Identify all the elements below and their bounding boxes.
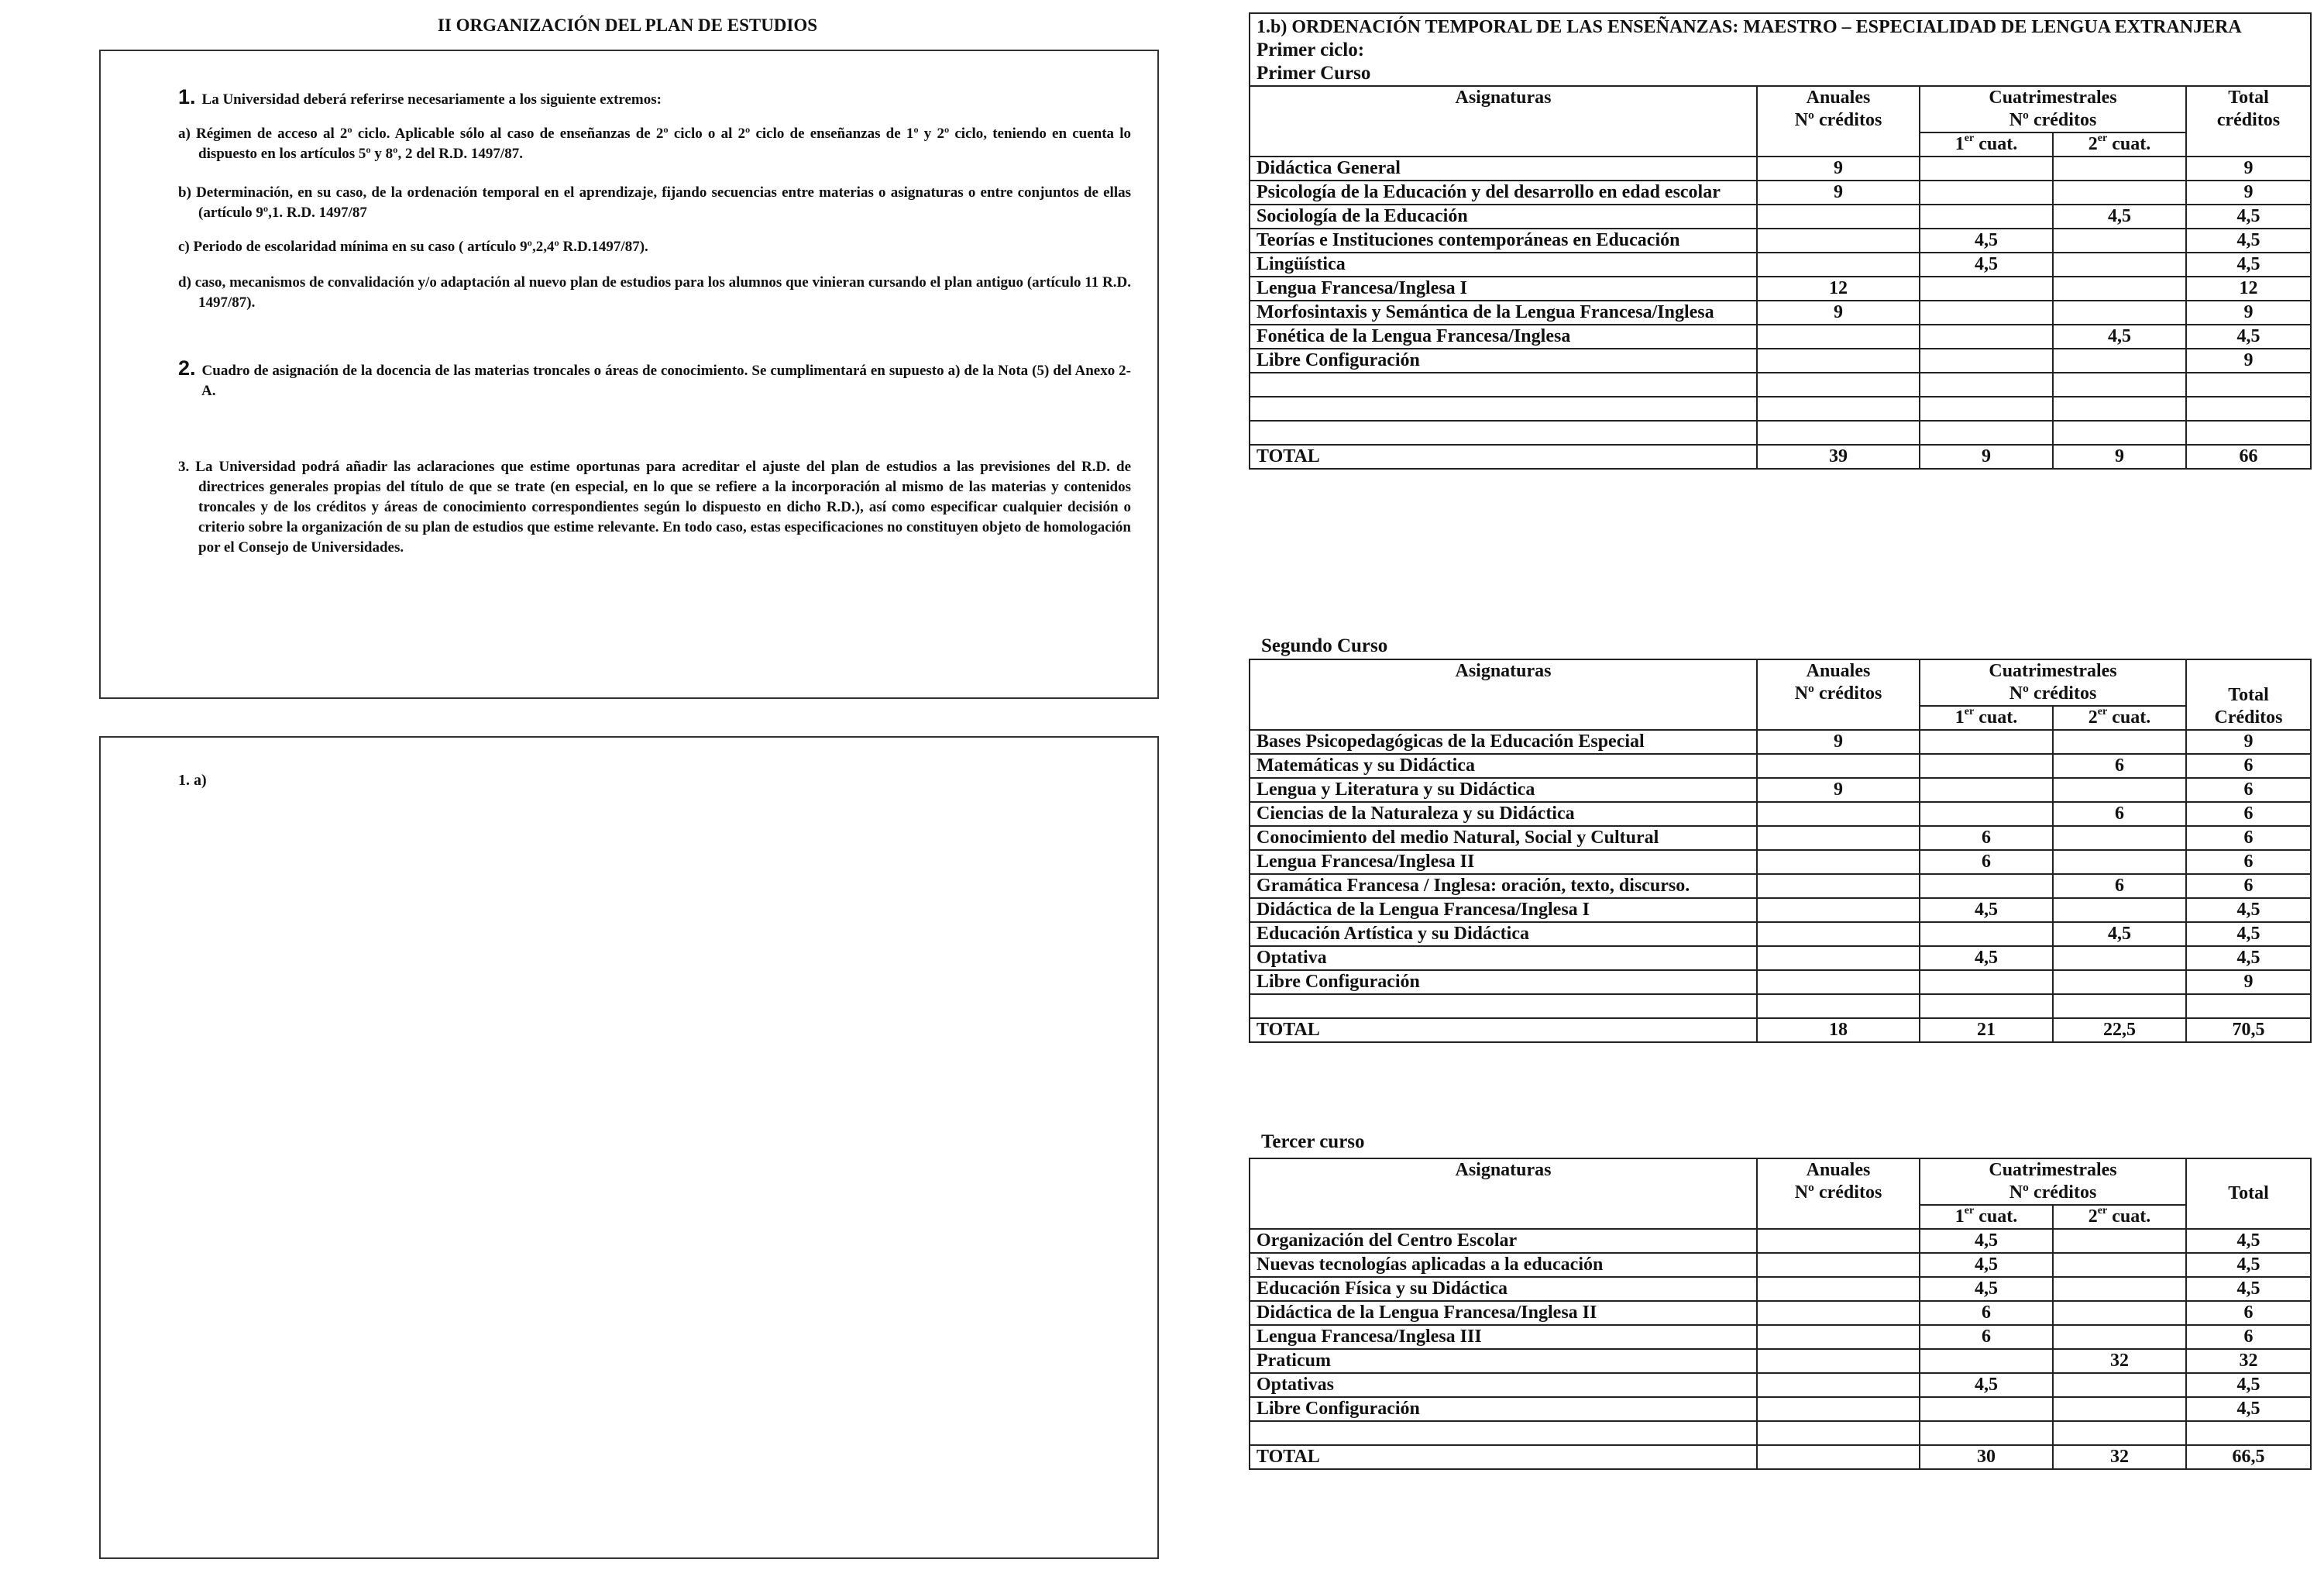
total-c1: 21 (1920, 1018, 2053, 1042)
blank-cell (2053, 1421, 2186, 1445)
subject-name: Sociología de la Educación (1250, 205, 1757, 229)
subject-name: Lengua Francesa/Inglesa I (1250, 277, 1757, 301)
subject-name: Bases Psicopedagógicas de la Educación Especial (1250, 730, 1757, 754)
cell-c2 (2053, 898, 2186, 922)
col-ncreditos: Nº créditos (1794, 110, 1882, 130)
col-total: Total (2228, 1183, 2269, 1203)
cell-c2: 4,5 (2053, 205, 2186, 229)
cell-c1 (1920, 1349, 2053, 1373)
cell-total: 12 (2186, 277, 2311, 301)
section-2 (178, 358, 1131, 401)
cell-anual (1757, 802, 1920, 826)
cell-total: 9 (2186, 301, 2311, 325)
col-total-sub: Créditos (2214, 707, 2283, 728)
cycle-label: Primer ciclo: (1257, 40, 1365, 60)
cell-c2 (2053, 1253, 2186, 1277)
section-1-number: 1. (178, 85, 196, 108)
cell-c2 (2053, 1277, 2186, 1301)
cell-total: 6 (2186, 778, 2311, 802)
col-asignaturas: Asignaturas (1455, 661, 1552, 681)
cell-c2: 6 (2053, 802, 2186, 826)
cell-total: 6 (2186, 874, 2311, 898)
total-c2: 32 (2053, 1445, 2186, 1469)
col-ncreditos-2: Nº créditos (2009, 110, 2097, 130)
table-row (1250, 1277, 2311, 1301)
cell-anual (1757, 1301, 1920, 1325)
table-col-header (1250, 659, 2311, 706)
table-col-header (1250, 86, 2311, 132)
cell-c1 (1920, 1397, 2053, 1421)
cell-c1 (1920, 754, 2053, 778)
cell-c1: 6 (1920, 826, 2053, 850)
cell-total: 9 (2186, 730, 2311, 754)
cell-c2 (2053, 181, 2186, 205)
col-ncreditos: Nº créditos (1794, 683, 1882, 704)
subject-name: Educación Artística y su Didáctica (1250, 922, 1757, 946)
cell-anual (1757, 325, 1920, 349)
cell-c2: 4,5 (2053, 922, 2186, 946)
subject-name: Libre Configuración (1250, 1397, 1757, 1421)
blank-row (1250, 1421, 2311, 1445)
table-row (1250, 826, 2311, 850)
col-anuales: Anuales (1806, 1160, 1871, 1180)
table-row (1250, 1253, 2311, 1277)
total-label: TOTAL (1250, 445, 1757, 469)
table-row (1250, 850, 2311, 874)
blank-cell (1250, 994, 1757, 1018)
section-2-text: Cuadro de asignación de la docencia de las materias troncales o áreas de conocimiento. Se cumplimentará en supuesto a) de la Nota (5) del Anexo 2-A. (201, 363, 1131, 399)
caption-tercer-curso: Tercer curso (1261, 1131, 1365, 1152)
subject-name: Organización del Centro Escolar (1250, 1229, 1757, 1253)
blank-cell (1250, 373, 1757, 397)
cell-anual (1757, 1229, 1920, 1253)
table-segundo-curso (1249, 659, 2312, 1043)
cell-total: 9 (2186, 970, 2311, 994)
section-3: 3. La Universidad podrá añadir las aclaraciones que estime oportunas para acreditar el ajuste del plan de estudios a las previsiones del R.D. de directrices generales propias del título de que se trate (en especial, en lo que se refiere a la incorporación al mismo de las materias y contenidos troncales y de los créditos y áreas de conocimiento correspondientes según lo dispuesto en dicho R.D.), así como especificar cualquier decisión o criterio sobre la organización de su plan de estudios que estime relevante. En todo caso, estas especificaciones no constituyen objeto de homologación por el Consejo de Universidades. (178, 459, 1131, 556)
caption-segundo-curso: Segundo Curso (1261, 635, 1388, 656)
total-label: TOTAL (1250, 1445, 1757, 1469)
section-2-number: 2. (178, 356, 196, 380)
cell-total: 4,5 (2186, 1397, 2311, 1421)
cell-total: 6 (2186, 1301, 2311, 1325)
cell-total: 4,5 (2186, 229, 2311, 253)
cell-c2 (2053, 1301, 2186, 1325)
cell-c2 (2053, 1325, 2186, 1349)
subject-name: Lengua y Literatura y su Didáctica (1250, 778, 1757, 802)
cell-c2 (2053, 349, 2186, 373)
cell-c1: 4,5 (1920, 1373, 2053, 1397)
subject-name: Gramática Francesa / Inglesa: oración, texto, discurso. (1250, 874, 1757, 898)
table-row (1250, 181, 2311, 205)
blank-cell (1920, 421, 2053, 445)
subject-name: Conocimiento del medio Natural, Social y Cultural (1250, 826, 1757, 850)
page-title: II ORGANIZACIÓN DEL PLAN DE ESTUDIOS (437, 15, 818, 35)
col-ncreditos-2: Nº créditos (2009, 683, 2097, 704)
col-ncreditos-2: Nº créditos (2009, 1182, 2097, 1203)
cell-c2 (2053, 1397, 2186, 1421)
cell-c1 (1920, 970, 2053, 994)
subject-name: Morfosintaxis y Semántica de la Lengua Francesa/Inglesa (1250, 301, 1757, 325)
table-col-header (1250, 1158, 2311, 1205)
blank-cell (1757, 1421, 1920, 1445)
col-asignaturas: Asignaturas (1455, 1160, 1552, 1180)
table-row (1250, 898, 2311, 922)
col-cuatrimestrales: Cuatrimestrales (1989, 88, 2117, 108)
table-row (1250, 205, 2311, 229)
cell-c2 (2053, 301, 2186, 325)
col-ncreditos: Nº créditos (1794, 1182, 1882, 1203)
cell-c1 (1920, 301, 2053, 325)
blank-cell (2186, 421, 2311, 445)
subject-name: Psicología de la Educación y del desarrollo en edad escolar (1250, 181, 1757, 205)
cell-anual: 9 (1757, 181, 1920, 205)
blank-cell (2186, 1421, 2311, 1445)
col-total-sub: créditos (2216, 110, 2281, 130)
cell-c1 (1920, 181, 2053, 205)
table-row (1250, 1229, 2311, 1253)
blank-row (1250, 421, 2311, 445)
total-total: 66 (2186, 445, 2311, 469)
section-1-item-c: c) Periodo de escolaridad mínima en su caso ( artículo 9º,2,4º R.D.1497/87). (178, 239, 648, 255)
cell-c2 (2053, 277, 2186, 301)
cell-c1: 6 (1920, 850, 2053, 874)
subject-name: Teorías e Instituciones contemporáneas en Educación (1250, 229, 1757, 253)
cell-total: 4,5 (2186, 922, 2311, 946)
cell-c1 (1920, 802, 2053, 826)
blank-cell (1757, 373, 1920, 397)
col-cuat2: 2er cuat. (2053, 132, 2186, 157)
answer-box-label: 1. a) (178, 772, 207, 789)
subject-name: Optativas (1250, 1373, 1757, 1397)
cell-c2 (2053, 778, 2186, 802)
table-row (1250, 325, 2311, 349)
subject-name: Nuevas tecnologías aplicadas a la educación (1250, 1253, 1757, 1277)
course-label: Primer Curso (1257, 63, 1371, 84)
table-row (1250, 778, 2311, 802)
cell-total: 6 (2186, 1325, 2311, 1349)
table-header-block (1250, 13, 2311, 86)
blank-row (1250, 397, 2311, 421)
total-label: TOTAL (1250, 1018, 1757, 1042)
cell-anual (1757, 229, 1920, 253)
blank-row (1250, 994, 2311, 1018)
table-row (1250, 874, 2311, 898)
blank-cell (1757, 994, 1920, 1018)
subject-name: Praticum (1250, 1349, 1757, 1373)
table-row (1250, 730, 2311, 754)
subject-name: Fonética de la Lengua Francesa/Inglesa (1250, 325, 1757, 349)
answer-box (99, 736, 1159, 1559)
instructions-box (99, 50, 1159, 699)
blank-cell (2186, 373, 2311, 397)
total-row (1250, 445, 2311, 469)
cell-c1: 4,5 (1920, 946, 2053, 970)
cell-c2: 6 (2053, 754, 2186, 778)
col-anuales: Anuales (1806, 661, 1871, 681)
cell-c1 (1920, 730, 2053, 754)
table-row (1250, 1397, 2311, 1421)
total-c2: 9 (2053, 445, 2186, 469)
cell-c1 (1920, 349, 2053, 373)
cell-anual (1757, 922, 1920, 946)
cell-c1 (1920, 922, 2053, 946)
cell-c1 (1920, 205, 2053, 229)
cell-c2 (2053, 946, 2186, 970)
total-anual: 39 (1757, 445, 1920, 469)
total-total: 66,5 (2186, 1445, 2311, 1469)
cell-c1 (1920, 778, 2053, 802)
cell-total: 6 (2186, 850, 2311, 874)
col-cuat2: 2er cuat. (2053, 1205, 2186, 1229)
table-row (1250, 301, 2311, 325)
cell-total: 4,5 (2186, 1229, 2311, 1253)
table-row (1250, 349, 2311, 373)
cell-anual (1757, 850, 1920, 874)
section-title: 1.b) ORDENACIÓN TEMPORAL DE LAS ENSEÑANZAS: MAESTRO – ESPECIALIDAD DE LENGUA EXTRANJERA (1257, 17, 2242, 37)
subject-name: Optativa (1250, 946, 1757, 970)
cell-c1: 4,5 (1920, 1253, 2053, 1277)
total-c1: 9 (1920, 445, 2053, 469)
table-row (1250, 1301, 2311, 1325)
table-row (1250, 229, 2311, 253)
cell-c2: 6 (2053, 874, 2186, 898)
cell-total: 9 (2186, 349, 2311, 373)
table-row (1250, 802, 2311, 826)
cell-total: 4,5 (2186, 253, 2311, 277)
cell-anual (1757, 1397, 1920, 1421)
blank-cell (2053, 397, 2186, 421)
section-1-heading (178, 87, 1131, 110)
table-tercer-curso (1249, 1158, 2312, 1470)
cell-total: 4,5 (2186, 946, 2311, 970)
col-cuat1: 1er cuat. (1920, 132, 2053, 157)
total-row (1250, 1445, 2311, 1469)
subject-name: Didáctica de la Lengua Francesa/Inglesa I (1250, 898, 1757, 922)
cell-total: 6 (2186, 802, 2311, 826)
cell-anual (1757, 1325, 1920, 1349)
cell-anual (1757, 349, 1920, 373)
table-row (1250, 946, 2311, 970)
cell-c2: 4,5 (2053, 325, 2186, 349)
total-row (1250, 1018, 2311, 1042)
cell-anual: 9 (1757, 778, 1920, 802)
subject-name: Didáctica General (1250, 157, 1757, 181)
subject-name: Educación Física y su Didáctica (1250, 1277, 1757, 1301)
cell-total: 32 (2186, 1349, 2311, 1373)
cell-c1: 4,5 (1920, 229, 2053, 253)
cell-c1 (1920, 157, 2053, 181)
table-primer-curso (1249, 12, 2312, 470)
cell-anual (1757, 253, 1920, 277)
cell-total: 9 (2186, 181, 2311, 205)
cell-c1: 6 (1920, 1325, 2053, 1349)
cell-c2 (2053, 229, 2186, 253)
col-total: Total (2228, 685, 2269, 705)
col-cuatrimestrales: Cuatrimestrales (1989, 1160, 2117, 1180)
total-total: 70,5 (2186, 1018, 2311, 1042)
cell-anual (1757, 1253, 1920, 1277)
total-anual (1757, 1445, 1920, 1469)
cell-c2: 32 (2053, 1349, 2186, 1373)
table-row (1250, 754, 2311, 778)
cell-anual (1757, 898, 1920, 922)
col-cuat1: 1er cuat. (1920, 706, 2053, 730)
blank-cell (1920, 397, 2053, 421)
cell-total: 4,5 (2186, 205, 2311, 229)
cell-anual: 9 (1757, 730, 1920, 754)
cell-c2 (2053, 850, 2186, 874)
subject-name: Matemáticas y su Didáctica (1250, 754, 1757, 778)
cell-c2 (2053, 1373, 2186, 1397)
cell-anual (1757, 826, 1920, 850)
subject-name: Lengua Francesa/Inglesa II (1250, 850, 1757, 874)
col-cuatrimestrales: Cuatrimestrales (1989, 661, 2117, 681)
blank-cell (2053, 421, 2186, 445)
blank-cell (2186, 397, 2311, 421)
cell-anual (1757, 946, 1920, 970)
cell-c2 (2053, 826, 2186, 850)
blank-cell (1250, 1421, 1757, 1445)
section-1-item-a: a) Régimen de acceso al 2º ciclo. Aplicable sólo al caso de enseñanzas de 2º ciclo o al 2º ciclo de enseñanzas de 1º y 2º ciclo, teniendo en cuenta lo dispuesto en los artículos 5º y 8º, 2 del R.D. 1497/87. (178, 126, 1131, 162)
cell-anual: 12 (1757, 277, 1920, 301)
total-c2: 22,5 (2053, 1018, 2186, 1042)
subject-name: Ciencias de la Naturaleza y su Didáctica (1250, 802, 1757, 826)
cell-c1: 6 (1920, 1301, 2053, 1325)
cell-anual (1757, 874, 1920, 898)
blank-cell (2053, 994, 2186, 1018)
table-row (1250, 1349, 2311, 1373)
cell-anual: 9 (1757, 301, 1920, 325)
total-c1: 30 (1920, 1445, 2053, 1469)
blank-cell (2053, 373, 2186, 397)
subject-name: Libre Configuración (1250, 970, 1757, 994)
table-row (1250, 277, 2311, 301)
section-1-item-b: b) Determinación, en su caso, de la ordenación temporal en el aprendizaje, fijando secuencias entre materias o asignaturas o entre conjuntos de ellas (artículo 9º,1. R.D. 1497/87 (178, 184, 1131, 221)
total-anual: 18 (1757, 1018, 1920, 1042)
blank-cell (1250, 421, 1757, 445)
col-cuat2: 2er cuat. (2053, 706, 2186, 730)
blank-cell (1250, 397, 1757, 421)
cell-total: 6 (2186, 826, 2311, 850)
blank-cell (1757, 421, 1920, 445)
blank-cell (1920, 1421, 2053, 1445)
cell-c2 (2053, 970, 2186, 994)
section-1-item-d: d) caso, mecanismos de convalidación y/o adaptación al nuevo plan de estudios para los alumnos que vinieran cursando el plan antiguo (artículo 11 R.D. 1497/87). (178, 274, 1131, 311)
cell-total: 6 (2186, 754, 2311, 778)
blank-cell (1920, 994, 2053, 1018)
cell-total: 4,5 (2186, 1253, 2311, 1277)
col-cuat1: 1er cuat. (1920, 1205, 2053, 1229)
cell-c1: 4,5 (1920, 1229, 2053, 1253)
table-row (1250, 157, 2311, 181)
cell-anual (1757, 1349, 1920, 1373)
cell-anual: 9 (1757, 157, 1920, 181)
subject-name: Libre Configuración (1250, 349, 1757, 373)
cell-c1 (1920, 874, 2053, 898)
blank-row (1250, 373, 2311, 397)
col-anuales: Anuales (1806, 88, 1871, 108)
cell-c1 (1920, 325, 2053, 349)
blank-cell (1920, 373, 2053, 397)
cell-c1: 4,5 (1920, 1277, 2053, 1301)
cell-total: 4,5 (2186, 898, 2311, 922)
section-1-text: La Universidad deberá referirse necesariamente a los siguiente extremos: (201, 91, 662, 108)
cell-anual (1757, 754, 1920, 778)
table-row (1250, 253, 2311, 277)
cell-c1: 4,5 (1920, 253, 2053, 277)
table-row (1250, 970, 2311, 994)
col-asignaturas: Asignaturas (1455, 88, 1552, 108)
subject-name: Didáctica de la Lengua Francesa/Inglesa II (1250, 1301, 1757, 1325)
cell-total: 4,5 (2186, 1373, 2311, 1397)
subject-name: Lengua Francesa/Inglesa III (1250, 1325, 1757, 1349)
cell-anual (1757, 1277, 1920, 1301)
cell-c2 (2053, 730, 2186, 754)
cell-anual (1757, 970, 1920, 994)
cell-anual (1757, 1373, 1920, 1397)
blank-cell (1757, 397, 1920, 421)
cell-c2 (2053, 157, 2186, 181)
cell-total: 4,5 (2186, 1277, 2311, 1301)
blank-cell (2186, 994, 2311, 1018)
cell-c1: 4,5 (1920, 898, 2053, 922)
table-row (1250, 1325, 2311, 1349)
cell-anual (1757, 205, 1920, 229)
col-total: Total (2228, 88, 2269, 108)
cell-c1 (1920, 277, 2053, 301)
subject-name: Lingüística (1250, 253, 1757, 277)
table-row (1250, 1373, 2311, 1397)
cell-total: 9 (2186, 157, 2311, 181)
cell-total: 4,5 (2186, 325, 2311, 349)
table-row (1250, 922, 2311, 946)
cell-c2 (2053, 253, 2186, 277)
cell-c2 (2053, 1229, 2186, 1253)
